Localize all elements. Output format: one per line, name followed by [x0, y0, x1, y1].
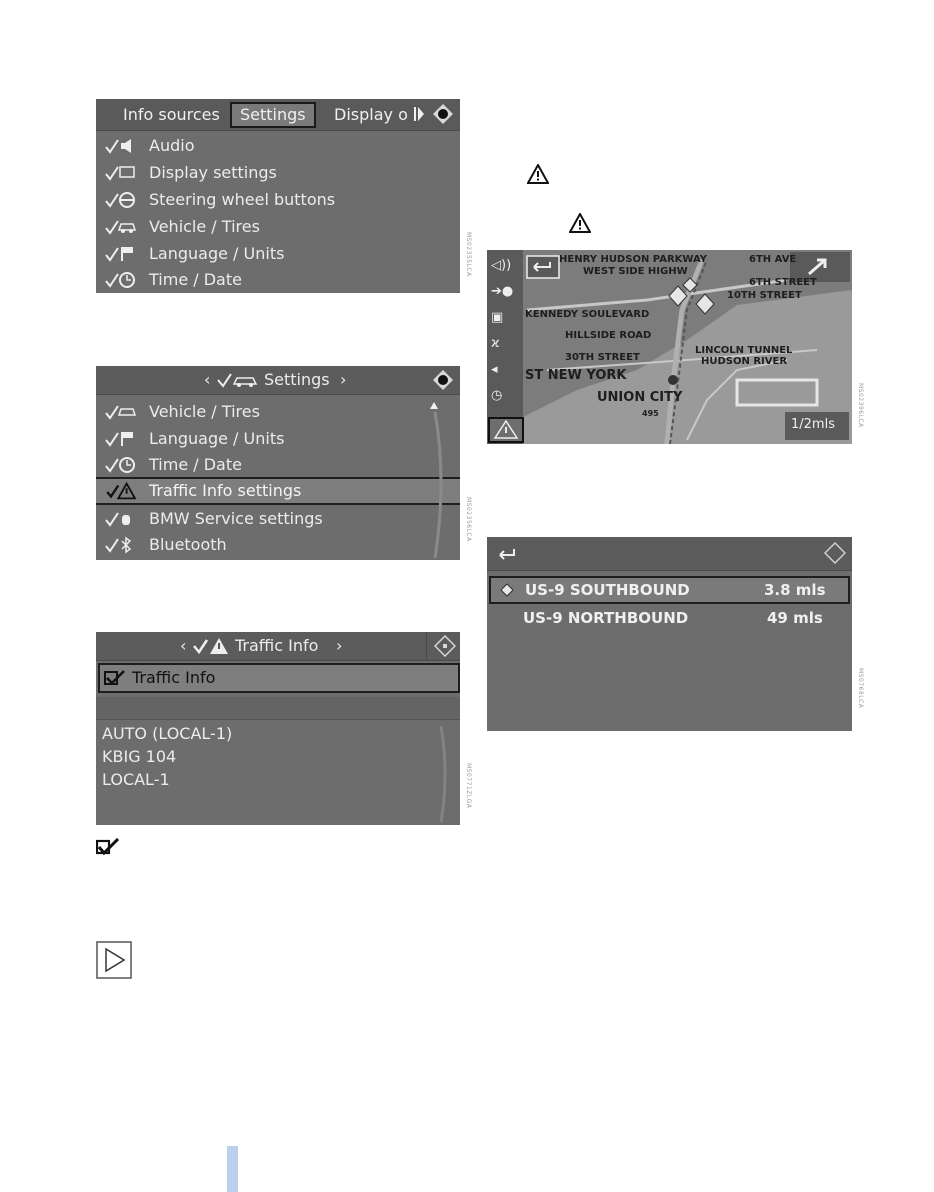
list-item-label: Vehicle / Tires — [149, 402, 260, 421]
menu-item-label: Language / Units — [149, 244, 285, 263]
route-item[interactable] — [487, 605, 852, 631]
routes-screen — [487, 537, 852, 731]
map-label: 10TH STREET — [727, 290, 802, 301]
car-icon — [104, 214, 140, 240]
map-label: HENRY HUDSON PARKWAY — [559, 254, 707, 265]
map-label: 6TH AVE — [749, 254, 797, 265]
warning-triangle-icon — [104, 479, 140, 503]
map-label: ST NEW YORK — [525, 368, 627, 383]
station-item[interactable]: KBIG 104 — [102, 747, 177, 766]
map-label: 30TH STREET — [565, 352, 640, 363]
map-view-icon[interactable]: ▣ — [491, 310, 504, 325]
steering-wheel-icon — [104, 187, 140, 213]
scroll-left-icon[interactable]: ‹ — [180, 636, 187, 655]
map-scale[interactable]: 1/2mls — [791, 417, 835, 432]
tab-scroll-right-icon[interactable] — [413, 104, 425, 124]
image-code: MS02396LCA — [857, 383, 864, 428]
menu-item-label: Vehicle / Tires — [149, 217, 260, 236]
car-icon — [104, 399, 140, 425]
clock-icon — [104, 267, 140, 293]
map-label: KENNEDY SOULEVARD — [525, 309, 650, 320]
map-label: 6TH STREET — [749, 277, 817, 288]
checkbox-checked-icon — [96, 838, 120, 856]
map-label: UNION CITY — [597, 390, 683, 405]
checkbox-checked-icon[interactable] — [104, 670, 126, 686]
settings-menu-screen — [96, 99, 460, 293]
checkbox-label: Traffic Info — [132, 668, 216, 687]
list-item-label: Bluetooth — [149, 535, 227, 554]
map-label: LINCOLN TUNNEL — [695, 345, 793, 356]
map-label: WEST SIDE HIGHW — [583, 266, 688, 277]
scrollbar[interactable] — [421, 400, 451, 560]
map-label: HUDSON RIVER — [701, 356, 788, 367]
image-code: MS0768LCA — [857, 668, 864, 709]
list-item-label: Time / Date — [149, 455, 242, 474]
menu-item-label: Audio — [149, 136, 195, 155]
clock-icon — [104, 452, 140, 478]
menu-item-label: Display settings — [149, 163, 277, 182]
scrollbar[interactable] — [431, 724, 453, 824]
list-item-label: Language / Units — [149, 429, 285, 448]
title-bar — [96, 366, 460, 395]
image-code: MS02355LCA — [465, 232, 472, 277]
scroll-right-icon[interactable]: › — [336, 636, 343, 655]
route-item-selected[interactable] — [489, 576, 850, 604]
map-label: 495 — [642, 409, 659, 418]
arrow-right-icon — [96, 941, 132, 979]
controller-icon — [432, 103, 454, 125]
screen-title: Settings — [264, 370, 330, 389]
traffic-info-checkbox-row[interactable] — [98, 663, 460, 693]
back-icon[interactable] — [497, 544, 517, 562]
settings-car-icon — [216, 370, 260, 390]
audio-icon — [104, 133, 140, 159]
tab-info-sources[interactable]: Info sources — [123, 105, 220, 124]
map-side-toolbar — [491, 258, 519, 408]
traffic-info-screen — [96, 632, 460, 825]
menu-item-label: Steering wheel buttons — [149, 190, 336, 209]
timer-icon[interactable]: ◷ — [491, 388, 503, 403]
list-item-traffic-info-settings[interactable] — [96, 477, 460, 505]
settings-list-screen — [96, 366, 460, 560]
pedestrian-icon[interactable]: ϰ — [491, 336, 500, 351]
map-label: HILLSIDE ROAD — [565, 330, 652, 341]
controller-icon — [434, 635, 456, 657]
traffic-warning-icon — [192, 636, 230, 656]
navigation-map-screen — [487, 250, 852, 444]
tab-bar — [96, 99, 460, 131]
divider — [426, 632, 427, 660]
display-icon — [104, 160, 140, 186]
direction-icon[interactable]: ◂ — [491, 362, 498, 377]
separator-band — [96, 697, 460, 720]
warning-triangle-icon — [569, 213, 591, 233]
controller-icon — [824, 542, 846, 564]
screen-title: Traffic Info — [235, 636, 319, 655]
scroll-left-icon[interactable]: ‹ — [204, 370, 211, 389]
list-item-label: Traffic Info settings — [149, 481, 302, 500]
route-name: US-9 SOUTHBOUND — [525, 581, 690, 599]
title-bar — [96, 632, 460, 661]
station-item[interactable]: AUTO (LOCAL-1) — [102, 724, 233, 743]
image-code: MS02356LCA — [465, 497, 472, 542]
route-icon[interactable]: ➔● — [491, 284, 514, 299]
tab-settings[interactable]: Settings — [230, 102, 316, 128]
image-code: MS0771ZLGA — [465, 763, 472, 809]
warning-triangle-icon — [527, 164, 549, 184]
service-icon — [104, 506, 140, 532]
volume-icon[interactable]: ◁)) — [491, 258, 512, 273]
list-item-label: BMW Service settings — [149, 509, 323, 528]
flag-icon — [104, 426, 140, 452]
route-distance: 49 mls — [767, 609, 823, 627]
route-name: US-9 NORTHBOUND — [523, 609, 689, 627]
scroll-right-icon[interactable]: › — [340, 370, 347, 389]
station-item[interactable]: LOCAL-1 — [102, 770, 170, 789]
route-distance: 3.8 mls — [764, 581, 826, 599]
tab-display-options[interactable]: Display o — [334, 105, 408, 124]
flag-icon — [104, 241, 140, 267]
bluetooth-icon — [104, 532, 140, 558]
menu-item-label: Time / Date — [149, 270, 242, 289]
title-bar — [487, 537, 852, 571]
controller-icon — [432, 369, 454, 391]
diamond-icon — [500, 583, 514, 597]
page-side-marker — [227, 1146, 238, 1192]
